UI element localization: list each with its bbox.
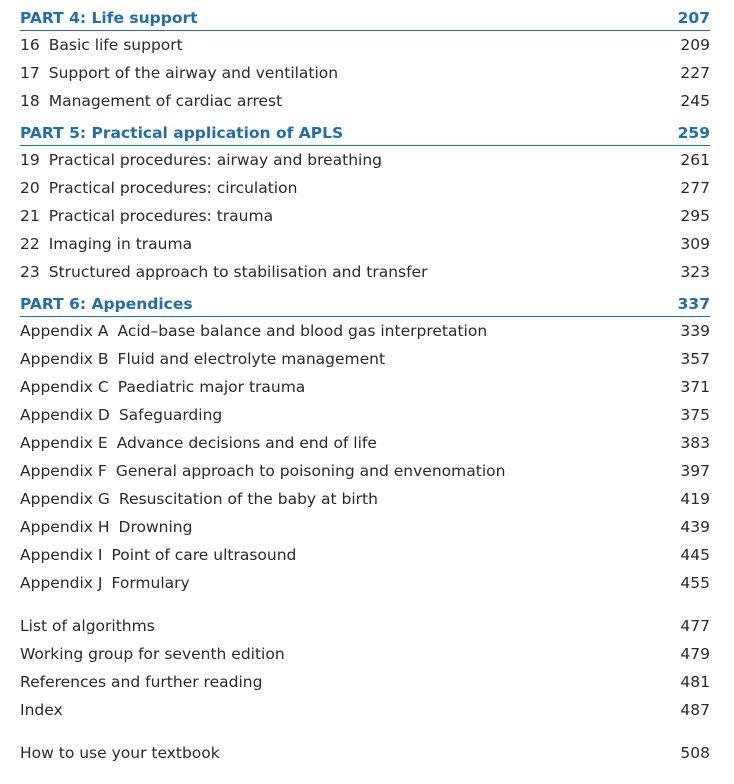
appendix-label: Appendix H (20, 518, 110, 536)
table-of-contents (20, 0, 710, 767)
appendix-label: Appendix J (20, 574, 103, 592)
appendix-label: Appendix G (20, 490, 110, 508)
part-heading[interactable] (20, 0, 710, 31)
page-number: 227 (680, 64, 710, 82)
part-heading[interactable] (20, 286, 710, 317)
page-number: 397 (680, 462, 710, 480)
toc-entry[interactable] (20, 174, 710, 202)
page-number: 455 (680, 574, 710, 592)
chapter-number: 20 (20, 179, 40, 197)
page-number: 339 (680, 322, 710, 340)
page-number: 445 (680, 546, 710, 564)
part-heading[interactable] (20, 115, 710, 146)
appendix-label: Appendix C (20, 378, 109, 396)
page-number: 375 (680, 406, 710, 424)
chapter-title: Practical procedures: airway and breathing (48, 151, 383, 169)
chapter-number: 16 (20, 36, 40, 54)
appendix-title: Paediatric major trauma (117, 378, 306, 396)
chapter-number: 23 (20, 263, 40, 281)
section-spacer (20, 724, 710, 739)
appendix-title: Resuscitation of the baby at birth (118, 490, 378, 508)
toc-entry[interactable] (20, 258, 710, 286)
chapter-title: Basic life support (48, 36, 183, 54)
entry-title: How to use your textbook (20, 744, 220, 762)
entry-title: List of algorithms (20, 617, 155, 635)
appendix-title: Formulary (111, 574, 190, 592)
page-number: 277 (680, 179, 710, 197)
appendix-label: Appendix F (20, 462, 107, 480)
page-number: 245 (680, 92, 710, 110)
toc-entry[interactable] (20, 373, 710, 401)
page-number: 309 (680, 235, 710, 253)
chapter-title: Practical procedures: trauma (48, 207, 274, 225)
chapter-title: Structured approach to stabilisation and transfer (48, 263, 428, 281)
appendix-title: Drowning (118, 518, 193, 536)
appendix-title: Acid–base balance and blood gas interpretation (117, 322, 488, 340)
page-number: 261 (680, 151, 710, 169)
toc-entry[interactable] (20, 739, 710, 767)
toc-entry[interactable] (20, 87, 710, 115)
toc-entry[interactable] (20, 401, 710, 429)
entry-title: Working group for seventh edition (20, 645, 285, 663)
chapter-number: 18 (20, 92, 40, 110)
page-number: 323 (680, 263, 710, 281)
chapter-number: 17 (20, 64, 40, 82)
toc-entry[interactable] (20, 59, 710, 87)
part-page[interactable]: 259 (677, 124, 710, 142)
appendix-label: Appendix D (20, 406, 110, 424)
toc-entry[interactable] (20, 31, 710, 59)
page-number: 209 (680, 36, 710, 54)
toc-entry[interactable] (20, 541, 710, 569)
toc-entry[interactable] (20, 485, 710, 513)
page-number: 419 (680, 490, 710, 508)
entry-title: Index (20, 701, 63, 719)
part-title[interactable]: PART 6: Appendices (20, 295, 193, 313)
chapter-number: 21 (20, 207, 40, 225)
chapter-title: Imaging in trauma (48, 235, 193, 253)
appendix-title: General approach to poisoning and envenomation (115, 462, 506, 480)
page-number: 357 (680, 350, 710, 368)
page-number: 439 (680, 518, 710, 536)
page-number: 383 (680, 434, 710, 452)
entry-title: References and further reading (20, 673, 263, 691)
appendix-label: Appendix E (20, 434, 108, 452)
toc-entry[interactable] (20, 696, 710, 724)
part-page[interactable]: 207 (677, 9, 710, 27)
toc-entry[interactable] (20, 230, 710, 258)
section-spacer (20, 597, 710, 612)
appendix-title: Fluid and electrolyte management (117, 350, 386, 368)
toc-entry[interactable] (20, 513, 710, 541)
toc-entry[interactable] (20, 569, 710, 597)
toc-entry[interactable] (20, 429, 710, 457)
page-number: 481 (680, 673, 710, 691)
page-number: 508 (680, 744, 710, 762)
page-number: 295 (680, 207, 710, 225)
part-title[interactable]: PART 4: Life support (20, 9, 198, 27)
page-number: 371 (680, 378, 710, 396)
part-title[interactable]: PART 5: Practical application of APLS (20, 124, 344, 142)
chapter-title: Management of cardiac arrest (48, 92, 283, 110)
toc-entry[interactable] (20, 612, 710, 640)
chapter-number: 19 (20, 151, 40, 169)
appendix-label: Appendix I (20, 546, 103, 564)
toc-entry[interactable] (20, 146, 710, 174)
appendix-label: Appendix A (20, 322, 109, 340)
appendix-title: Safeguarding (118, 406, 223, 424)
page-number: 487 (680, 701, 710, 719)
page-number: 477 (680, 617, 710, 635)
toc-entry[interactable] (20, 345, 710, 373)
toc-entry[interactable] (20, 202, 710, 230)
toc-entry[interactable] (20, 640, 710, 668)
chapter-number: 22 (20, 235, 40, 253)
part-page[interactable]: 337 (677, 295, 710, 313)
toc-entry[interactable] (20, 457, 710, 485)
appendix-label: Appendix B (20, 350, 109, 368)
appendix-title: Advance decisions and end of life (116, 434, 377, 452)
chapter-title: Support of the airway and ventilation (48, 64, 339, 82)
appendix-title: Point of care ultrasound (111, 546, 297, 564)
toc-entry[interactable] (20, 317, 710, 345)
page-number: 479 (680, 645, 710, 663)
toc-entry[interactable] (20, 668, 710, 696)
chapter-title: Practical procedures: circulation (48, 179, 298, 197)
